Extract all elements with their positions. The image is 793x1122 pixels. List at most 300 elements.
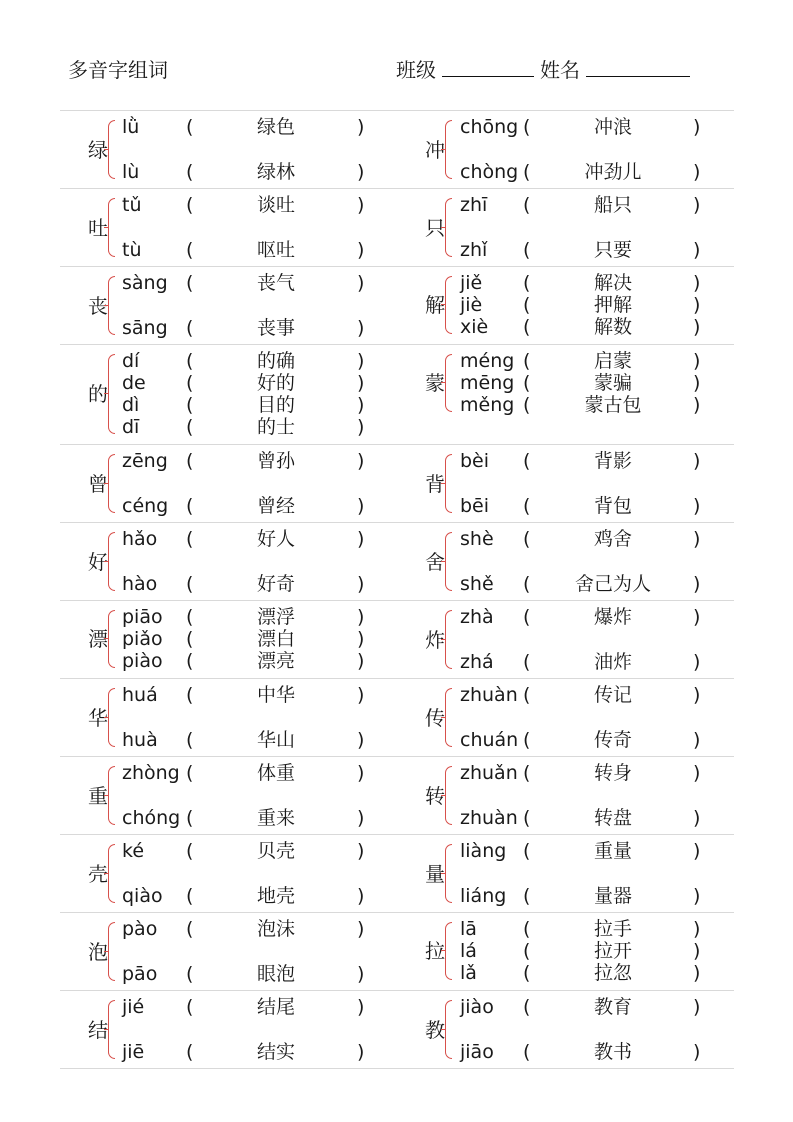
- polyphone-entry-right: [397, 267, 734, 344]
- open-paren: (: [186, 495, 194, 517]
- reading-line: [397, 350, 734, 372]
- worksheet-header: [0, 52, 793, 88]
- polyphone-character: 蒙: [425, 371, 445, 395]
- close-paren: ): [693, 528, 701, 550]
- close-paren: ): [693, 316, 701, 338]
- example-word[interactable]: 结实: [256, 1041, 295, 1063]
- open-paren: (: [523, 762, 531, 784]
- close-paren: ): [693, 272, 701, 294]
- polyphone-character: 壳: [88, 861, 108, 886]
- open-paren: (: [186, 918, 194, 940]
- pinyin: chōng: [460, 116, 519, 138]
- reading-line: [397, 239, 734, 261]
- close-paren: ): [357, 729, 365, 751]
- close-paren: ): [357, 573, 365, 595]
- open-paren: (: [523, 116, 531, 138]
- open-paren: (: [523, 807, 531, 829]
- reading-line: [60, 495, 397, 517]
- table-row: [60, 445, 734, 523]
- example-word[interactable]: 呕吐: [256, 239, 295, 261]
- close-paren: ): [357, 996, 365, 1018]
- polyphone-entry-left: [60, 757, 397, 834]
- example-word[interactable]: 舍己为人: [574, 573, 651, 595]
- open-paren: (: [523, 316, 531, 338]
- reading-line: [60, 416, 397, 438]
- reading-line: [397, 962, 734, 984]
- polyphone-character: 曾: [88, 471, 108, 496]
- example-word[interactable]: 重量: [593, 840, 632, 862]
- example-word[interactable]: 拉手: [593, 918, 632, 940]
- open-paren: (: [186, 450, 194, 472]
- pinyin: lǜ: [122, 116, 140, 138]
- pinyin: sāng: [122, 317, 168, 339]
- example-word[interactable]: 量器: [593, 885, 632, 907]
- example-word[interactable]: 结尾: [256, 996, 295, 1018]
- example-word[interactable]: 教育: [593, 996, 632, 1018]
- close-paren: ): [357, 963, 365, 985]
- reading-line: [60, 840, 397, 862]
- close-paren: ): [357, 684, 365, 706]
- reading-line: [397, 495, 734, 517]
- pinyin: bēi: [460, 495, 490, 517]
- reading-line: [397, 528, 734, 550]
- reading-line: [60, 996, 397, 1018]
- pinyin: huá: [122, 684, 158, 706]
- polyphone-character: 丧: [88, 293, 108, 318]
- reading-line: [60, 194, 397, 216]
- polyphone-entry-left: [60, 267, 397, 344]
- polyphone-character: 冲: [425, 137, 445, 162]
- example-word[interactable]: 眼泡: [256, 963, 295, 985]
- open-paren: (: [523, 272, 531, 294]
- reading-line: [397, 940, 734, 962]
- class-blank[interactable]: [442, 56, 534, 77]
- pinyin: pāo: [122, 963, 158, 985]
- polyphone-entry-right: [397, 523, 734, 600]
- pinyin: zēng: [122, 450, 168, 472]
- example-word[interactable]: 曾孙: [256, 450, 295, 472]
- polyphone-character: 华: [88, 705, 108, 730]
- open-paren: (: [186, 606, 194, 628]
- open-paren: (: [186, 394, 194, 416]
- worksheet-title: 多音字组词: [68, 58, 168, 82]
- pinyin: lǎ: [460, 962, 477, 984]
- close-paren: ): [693, 116, 701, 138]
- open-paren: (: [186, 996, 194, 1018]
- close-paren: ): [693, 372, 701, 394]
- close-paren: ): [357, 272, 365, 294]
- polyphone-entry-left: [60, 991, 397, 1068]
- open-paren: (: [523, 239, 531, 261]
- pinyin: qiào: [122, 885, 163, 907]
- example-word[interactable]: 解数: [593, 316, 632, 338]
- open-paren: (: [523, 918, 531, 940]
- reading-line: [397, 294, 734, 316]
- example-word[interactable]: 谈吐: [256, 194, 295, 216]
- polyphone-character: 漂: [88, 627, 108, 651]
- pinyin: zhà: [460, 606, 494, 628]
- pinyin: mēng: [460, 372, 515, 394]
- reading-line: [60, 317, 397, 339]
- pinyin: jiē: [122, 1041, 145, 1063]
- pinyin: zhá: [460, 651, 494, 673]
- example-word[interactable]: 转盘: [593, 807, 632, 829]
- pinyin: piāo: [122, 606, 163, 628]
- close-paren: ): [357, 416, 365, 438]
- student-info: [396, 54, 690, 83]
- open-paren: (: [523, 1041, 531, 1063]
- close-paren: ): [693, 161, 701, 183]
- close-paren: ): [693, 762, 701, 784]
- close-paren: ): [693, 996, 701, 1018]
- example-word[interactable]: 转身: [593, 762, 632, 784]
- pinyin: lá: [460, 940, 477, 962]
- polyphone-entry-left: [60, 189, 397, 266]
- close-paren: ): [357, 1041, 365, 1063]
- polyphone-entry-right: [397, 345, 734, 444]
- polyphone-character: 量: [425, 861, 445, 886]
- reading-line: [397, 161, 734, 183]
- pinyin: jiào: [460, 996, 494, 1018]
- class-label: 班级: [396, 58, 436, 82]
- example-word[interactable]: 丧事: [256, 317, 295, 339]
- open-paren: (: [523, 495, 531, 517]
- close-paren: ): [357, 317, 365, 339]
- example-word[interactable]: 传奇: [593, 729, 632, 751]
- polyphone-character: 的: [88, 382, 108, 406]
- close-paren: ): [357, 650, 365, 672]
- example-word[interactable]: 蒙骗: [593, 372, 632, 394]
- open-paren: (: [186, 650, 194, 672]
- reading-line: [397, 729, 734, 751]
- pinyin: lā: [460, 918, 477, 940]
- example-word[interactable]: 爆炸: [593, 606, 632, 628]
- open-paren: (: [523, 450, 531, 472]
- name-blank[interactable]: [586, 56, 690, 77]
- example-word[interactable]: 解决: [593, 272, 632, 294]
- reading-line: [60, 650, 397, 672]
- close-paren: ): [693, 294, 701, 316]
- open-paren: (: [186, 416, 194, 438]
- close-paren: ): [693, 962, 701, 984]
- pinyin: céng: [122, 495, 169, 517]
- close-paren: ): [357, 161, 365, 183]
- open-paren: (: [186, 116, 194, 138]
- open-paren: (: [523, 528, 531, 550]
- close-paren: ): [357, 372, 365, 394]
- table-row: [60, 267, 734, 345]
- example-word[interactable]: 鸡舍: [593, 528, 632, 550]
- polyphone-character: 好: [88, 549, 108, 574]
- pinyin: tǔ: [122, 194, 142, 216]
- example-word[interactable]: 好奇: [256, 573, 295, 595]
- close-paren: ): [693, 684, 701, 706]
- reading-line: [60, 528, 397, 550]
- open-paren: (: [523, 940, 531, 962]
- pinyin: huà: [122, 729, 158, 751]
- pinyin: méng: [460, 350, 515, 372]
- pinyin: shě: [460, 573, 494, 595]
- pinyin: pào: [122, 918, 158, 940]
- polyphone-character: 炸: [425, 627, 445, 652]
- open-paren: (: [186, 963, 194, 985]
- close-paren: ): [357, 450, 365, 472]
- reading-line: [60, 918, 397, 940]
- table-row: [60, 991, 734, 1069]
- table-row: [60, 523, 734, 601]
- polyphone-character: 只: [425, 215, 445, 240]
- polyphone-character: 吐: [88, 215, 108, 240]
- example-word[interactable]: 教书: [593, 1041, 632, 1063]
- open-paren: (: [186, 840, 194, 862]
- example-word[interactable]: 好的: [256, 372, 295, 394]
- open-paren: (: [186, 161, 194, 183]
- polyphone-entry-left: [60, 601, 397, 678]
- open-paren: (: [523, 684, 531, 706]
- polyphone-entry-left: [60, 523, 397, 600]
- polyphone-character: 背: [425, 471, 445, 496]
- polyphone-character: 传: [425, 705, 445, 730]
- example-word[interactable]: 漂浮: [256, 606, 295, 628]
- polyphone-entry-right: [397, 445, 734, 522]
- reading-line: [397, 450, 734, 472]
- example-word[interactable]: 传记: [593, 684, 632, 706]
- polyphone-entry-right: [397, 111, 734, 188]
- close-paren: ): [357, 239, 365, 261]
- reading-line: [397, 651, 734, 673]
- open-paren: (: [186, 194, 194, 216]
- table-row: [60, 601, 734, 679]
- pinyin: de: [122, 372, 146, 394]
- open-paren: (: [186, 1041, 194, 1063]
- name-label: 姓名: [540, 58, 580, 82]
- close-paren: ): [693, 729, 701, 751]
- open-paren: (: [186, 239, 194, 261]
- example-word[interactable]: 华山: [256, 729, 295, 751]
- open-paren: (: [186, 628, 194, 650]
- table-row: [60, 189, 734, 267]
- polyphone-entry-left: [60, 835, 397, 912]
- polyphone-entry-right: [397, 835, 734, 912]
- reading-line: [397, 372, 734, 394]
- reading-line: [60, 628, 397, 650]
- polyphone-entry-right: [397, 913, 734, 990]
- polyphone-entry-left: [60, 445, 397, 522]
- open-paren: (: [523, 962, 531, 984]
- reading-line: [397, 194, 734, 216]
- open-paren: (: [186, 272, 194, 294]
- polyphone-character: 泡: [88, 939, 108, 964]
- close-paren: ): [693, 940, 701, 962]
- close-paren: ): [357, 840, 365, 862]
- example-word[interactable]: 重来: [256, 807, 295, 829]
- polyphone-entry-right: [397, 189, 734, 266]
- example-word[interactable]: 的确: [256, 350, 295, 372]
- example-word[interactable]: 体重: [256, 762, 295, 784]
- reading-line: [397, 996, 734, 1018]
- reading-line: [60, 239, 397, 261]
- reading-line: [60, 684, 397, 706]
- pinyin: liàng: [460, 840, 507, 862]
- pinyin: dì: [122, 394, 140, 416]
- close-paren: ): [693, 239, 701, 261]
- pinyin: jiāo: [460, 1041, 494, 1063]
- pinyin: zhuǎn: [460, 762, 518, 784]
- pinyin: jiě: [460, 272, 483, 294]
- open-paren: (: [186, 885, 194, 907]
- reading-line: [60, 394, 397, 416]
- pinyin: ké: [122, 840, 145, 862]
- example-word[interactable]: 好人: [256, 528, 295, 550]
- example-word[interactable]: 泡沫: [256, 918, 295, 940]
- open-paren: (: [186, 372, 194, 394]
- polyphone-character: 转: [425, 783, 445, 808]
- reading-line: [60, 729, 397, 751]
- polyphone-table: [60, 110, 734, 1069]
- open-paren: (: [186, 762, 194, 784]
- example-word[interactable]: 丧气: [256, 272, 295, 294]
- table-row: [60, 679, 734, 757]
- pinyin: chuán: [460, 729, 519, 751]
- example-word[interactable]: 中华: [256, 684, 295, 706]
- example-word[interactable]: 地壳: [256, 885, 295, 907]
- pinyin: zhòng: [122, 762, 180, 784]
- pinyin: hǎo: [122, 528, 158, 550]
- pinyin: jiè: [460, 294, 483, 316]
- reading-line: [60, 116, 397, 138]
- pinyin: tù: [122, 239, 142, 261]
- close-paren: ): [693, 885, 701, 907]
- close-paren: ): [693, 450, 701, 472]
- example-word[interactable]: 贝壳: [256, 840, 295, 862]
- polyphone-entry-left: [60, 111, 397, 188]
- pinyin: zhǐ: [460, 239, 488, 261]
- pinyin: dí: [122, 350, 140, 372]
- pinyin: liáng: [460, 885, 507, 907]
- example-word[interactable]: 船只: [593, 194, 632, 216]
- open-paren: (: [186, 729, 194, 751]
- example-word[interactable]: 背包: [593, 495, 632, 517]
- close-paren: ): [693, 840, 701, 862]
- example-word[interactable]: 启蒙: [593, 350, 632, 372]
- open-paren: (: [523, 840, 531, 862]
- open-paren: (: [186, 317, 194, 339]
- close-paren: ): [693, 573, 701, 595]
- pinyin: dī: [122, 416, 140, 438]
- reading-line: [397, 762, 734, 784]
- close-paren: ): [357, 116, 365, 138]
- example-word[interactable]: 油炸: [593, 651, 632, 673]
- example-word[interactable]: 蒙古包: [584, 394, 642, 416]
- open-paren: (: [186, 528, 194, 550]
- close-paren: ): [357, 394, 365, 416]
- example-word[interactable]: 目的: [256, 394, 295, 416]
- polyphone-character: 绿: [88, 137, 108, 162]
- example-word[interactable]: 拉开: [593, 940, 632, 962]
- reading-line: [397, 840, 734, 862]
- open-paren: (: [523, 350, 531, 372]
- reading-line: [60, 450, 397, 472]
- pinyin: zhī: [460, 194, 488, 216]
- reading-line: [397, 684, 734, 706]
- reading-line: [397, 316, 734, 338]
- example-word[interactable]: 漂白: [256, 628, 295, 650]
- close-paren: ): [357, 918, 365, 940]
- open-paren: (: [186, 350, 194, 372]
- pinyin: měng: [460, 394, 515, 416]
- close-paren: ): [693, 651, 701, 673]
- open-paren: (: [523, 394, 531, 416]
- pinyin: chóng: [122, 807, 181, 829]
- open-paren: (: [523, 573, 531, 595]
- open-paren: (: [523, 885, 531, 907]
- reading-line: [397, 885, 734, 907]
- close-paren: ): [357, 762, 365, 784]
- polyphone-entry-left: [60, 679, 397, 756]
- example-word[interactable]: 的士: [256, 416, 295, 438]
- reading-line: [60, 350, 397, 372]
- polyphone-character: 拉: [425, 939, 445, 963]
- pinyin: chòng: [460, 161, 519, 183]
- close-paren: ): [357, 807, 365, 829]
- polyphone-entry-right: [397, 601, 734, 678]
- example-word[interactable]: 曾经: [256, 495, 295, 517]
- polyphone-entry-right: [397, 757, 734, 834]
- close-paren: ): [693, 606, 701, 628]
- open-paren: (: [186, 684, 194, 706]
- table-row: [60, 345, 734, 445]
- close-paren: ): [357, 606, 365, 628]
- example-word[interactable]: 绿林: [256, 161, 295, 183]
- table-row: [60, 913, 734, 991]
- pinyin: shè: [460, 528, 494, 550]
- reading-line: [60, 807, 397, 829]
- pinyin: zhuàn: [460, 684, 518, 706]
- example-word[interactable]: 冲浪: [593, 116, 632, 138]
- pinyin: jié: [122, 996, 145, 1018]
- pinyin: piǎo: [122, 628, 163, 650]
- example-word[interactable]: 押解: [593, 294, 632, 316]
- polyphone-character: 教: [425, 1017, 445, 1042]
- close-paren: ): [693, 1041, 701, 1063]
- close-paren: ): [357, 194, 365, 216]
- table-row: [60, 111, 734, 189]
- open-paren: (: [523, 161, 531, 183]
- example-word[interactable]: 背影: [593, 450, 632, 472]
- close-paren: ): [693, 350, 701, 372]
- polyphone-entry-left: [60, 345, 397, 444]
- open-paren: (: [523, 194, 531, 216]
- example-word[interactable]: 绿色: [256, 116, 295, 138]
- open-paren: (: [523, 651, 531, 673]
- reading-line: [397, 918, 734, 940]
- close-paren: ): [357, 528, 365, 550]
- example-word[interactable]: 冲劲儿: [584, 161, 642, 183]
- reading-line: [397, 394, 734, 416]
- polyphone-entry-left: [60, 913, 397, 990]
- open-paren: (: [523, 996, 531, 1018]
- pinyin: zhuàn: [460, 807, 518, 829]
- example-word[interactable]: 漂亮: [256, 650, 295, 672]
- reading-line: [60, 272, 397, 294]
- polyphone-entry-right: [397, 991, 734, 1068]
- open-paren: (: [186, 807, 194, 829]
- reading-line: [60, 573, 397, 595]
- example-word[interactable]: 只要: [593, 239, 632, 261]
- open-paren: (: [186, 573, 194, 595]
- example-word[interactable]: 拉忽: [593, 962, 632, 984]
- polyphone-character: 结: [88, 1017, 108, 1042]
